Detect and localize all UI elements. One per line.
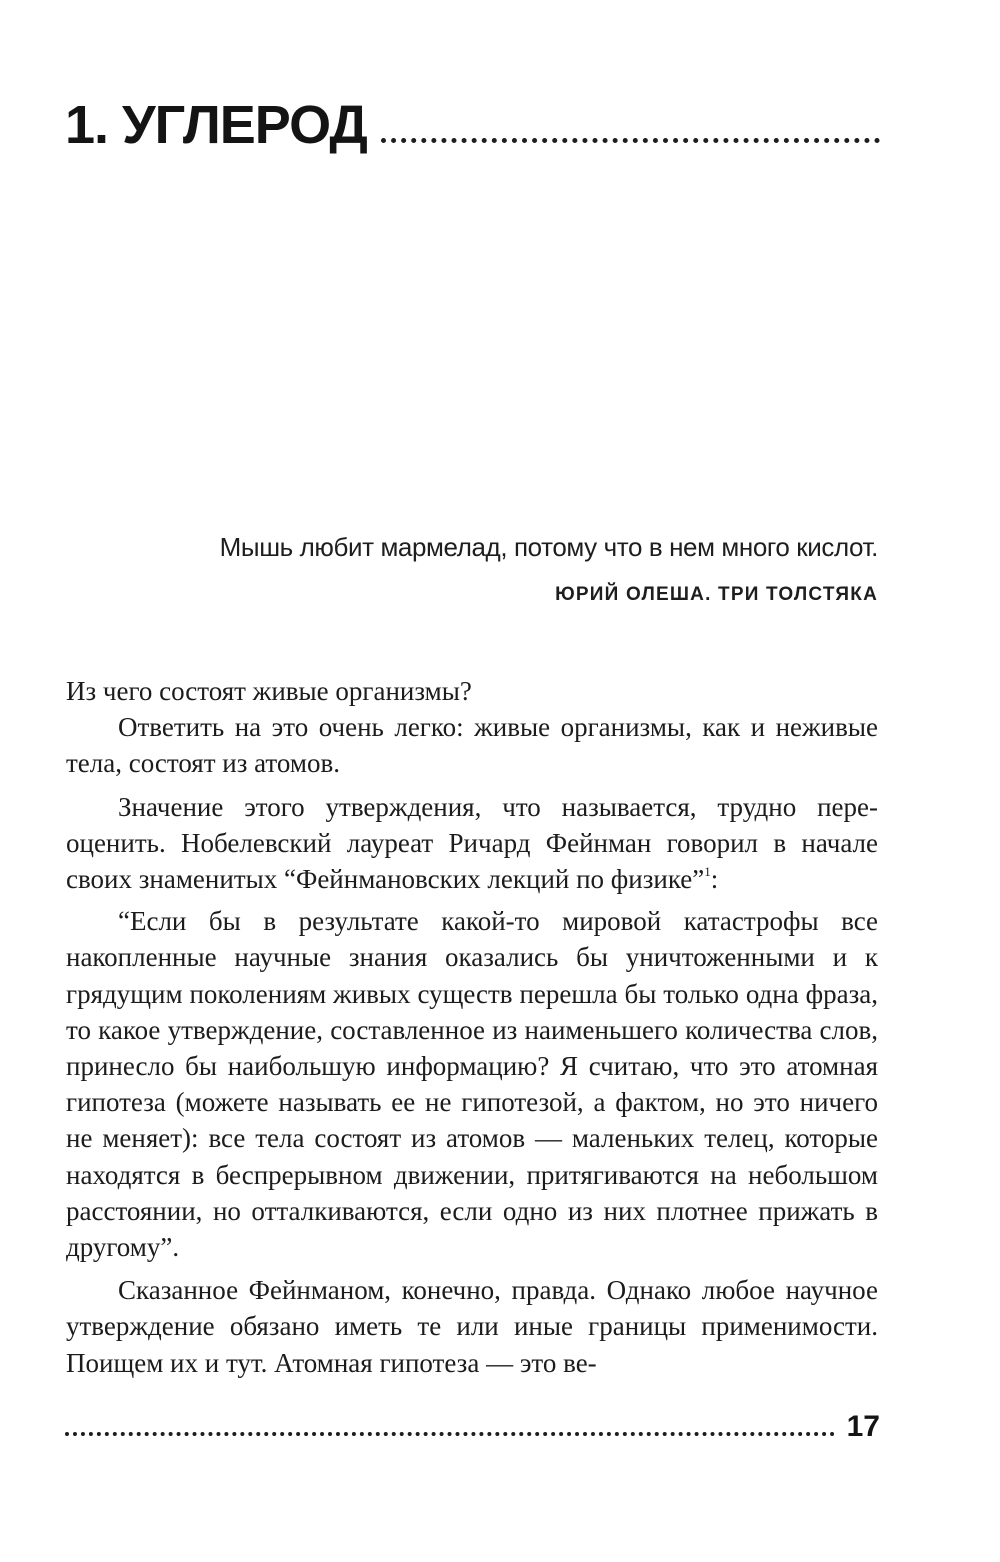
paragraph-feynman-intro bbox=[66, 789, 878, 898]
footer-dotted-leader bbox=[65, 1432, 835, 1436]
paragraph-feynman-intro-end: : bbox=[710, 864, 719, 895]
title-dotted-leader bbox=[381, 138, 880, 143]
paragraph-answer: Ответить на это очень легко: живые организмы, как и неживые тела, состоят из атомов. bbox=[66, 712, 878, 779]
body-text bbox=[66, 673, 878, 1381]
epigraph-source: ЮРИЙ ОЛЕША. ТРИ ТОЛСТЯКА bbox=[555, 584, 878, 605]
chapter-header bbox=[65, 95, 880, 155]
footnote-marker: 1 bbox=[704, 864, 711, 880]
epigraph-quote: Мышь любит мармелад, потому что в нем много кислот. bbox=[219, 532, 878, 562]
page-footer bbox=[65, 1410, 880, 1444]
page-number: 17 bbox=[846, 1410, 880, 1443]
paragraph-question: Из чего состоят живые организмы? bbox=[66, 676, 472, 706]
chapter-title: 1. УГЛЕРОД bbox=[65, 95, 367, 155]
paragraph-feynman-quote: “Если бы в результате какой-то мировой катастрофы все накопленные научные знания оказались бы уничтоженными и к грядущим поколениям живых существ перешла бы только одна фраза, то какое утверждение, составленное из наименьшего количества слов, принесло бы наибольшую информацию? Я считаю, что это атомная гипотеза (можете называть ее не гипотезой, а фактом, но это ничего не меняет): все тела состоят из атомов — маленьких телец, которые находятся в беспрерывном движении, притягиваются на небольшом расстоянии, но отталкиваются, если одно из них плотнее прижать в другому”. bbox=[66, 906, 878, 1263]
paragraph-limits: Сказанное Фейнманом, конечно, правда. Однако любое научное утверждение обязано иметь те или иные границы применимости. Поищем их и тут. Атомная гипотеза — это ве- bbox=[66, 1275, 878, 1378]
paragraph-feynman-intro-text: Значение этого утверждения, что называется, трудно переоценить. Нобелевский лауреат Ричард Фейнман говорил в начале своих знаменитых “Фейнмановских лекций по физике” bbox=[66, 791, 878, 895]
